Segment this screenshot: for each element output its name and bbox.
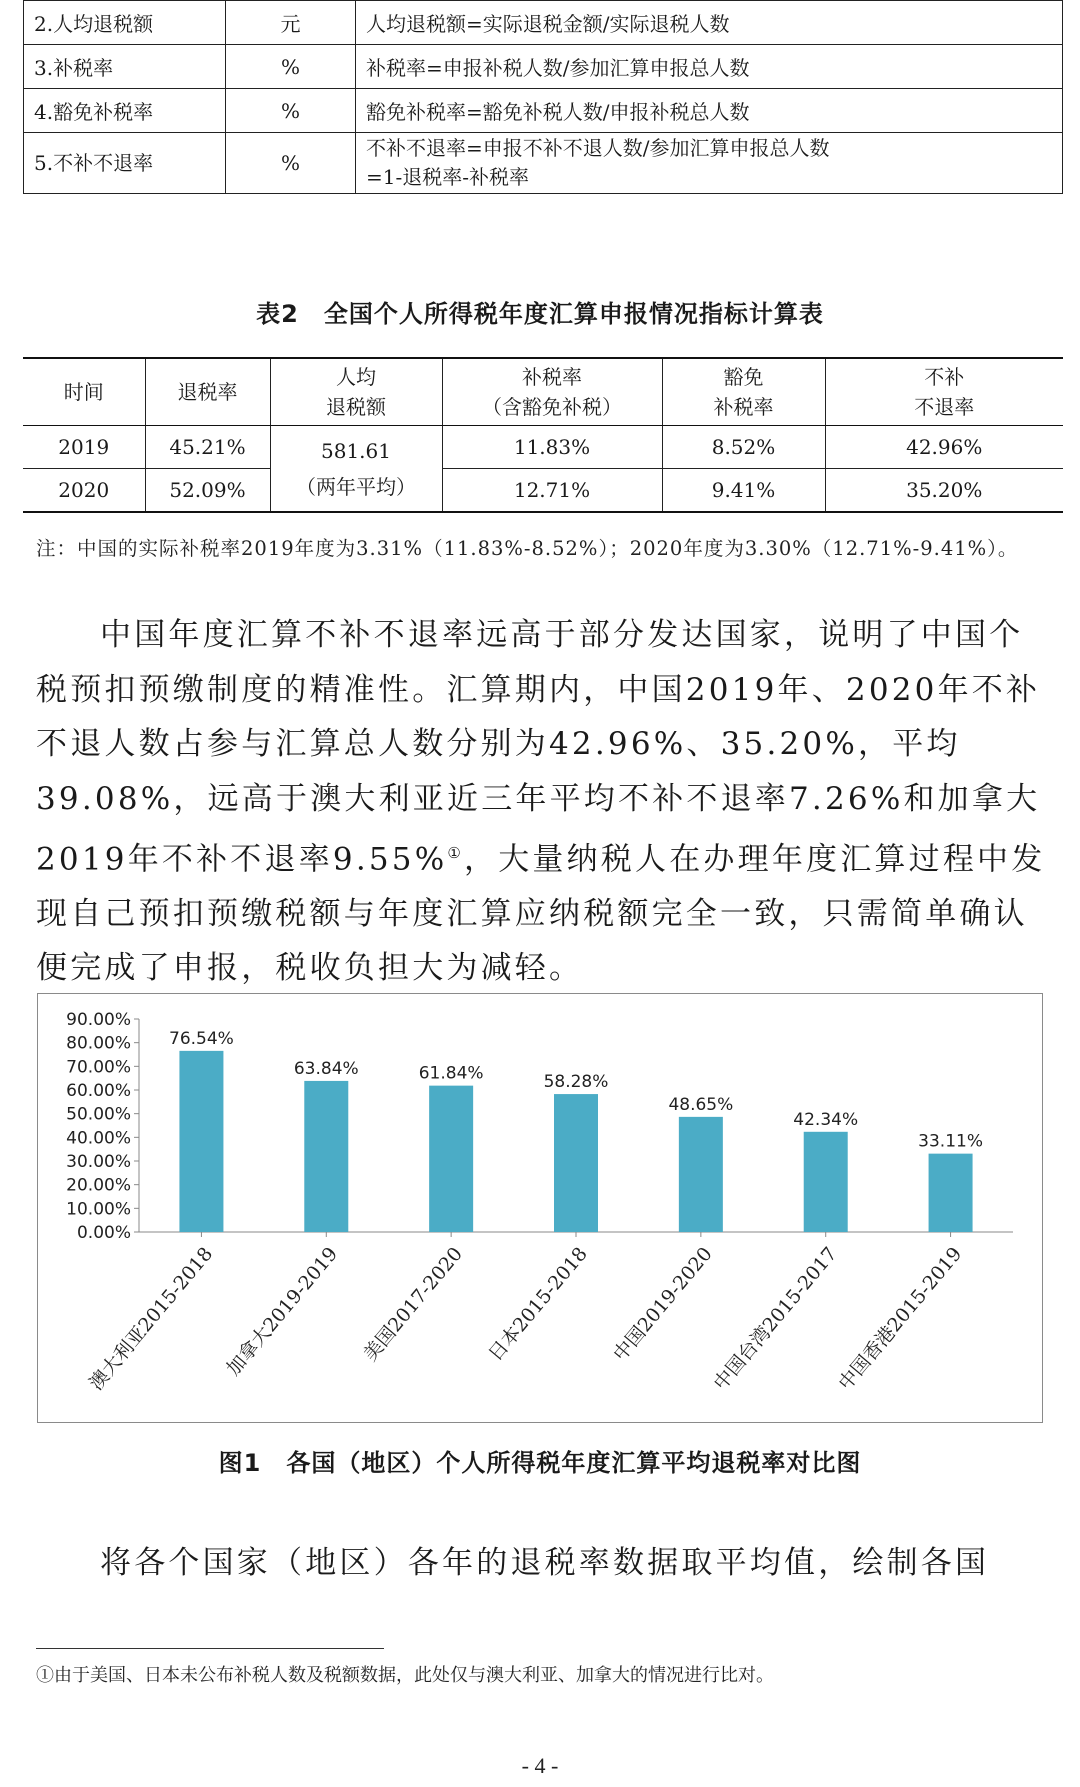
avg-refund-note: （两年平均）	[296, 474, 416, 499]
indicator-formula: 补税率=申报补税人数/参加汇算申报总人数	[356, 45, 1063, 89]
avg-refund-value: 581.61	[321, 438, 391, 463]
x-tick-label: 中国香港2015-2019	[834, 1243, 967, 1395]
x-tick-label: 澳大利亚2015-2018	[85, 1243, 218, 1395]
data-label: 42.34%	[793, 1109, 859, 1130]
bar	[179, 1051, 223, 1232]
body-paragraph	[36, 1536, 1051, 1591]
bar	[929, 1154, 973, 1232]
indicator-name: 3.补税率	[24, 45, 226, 89]
refund-rate-bar-chart	[38, 994, 1042, 1422]
avg-refund-cell	[270, 426, 442, 513]
table-row	[23, 469, 1063, 513]
y-tick-label: 80.00%	[66, 1033, 131, 1054]
page-number: - 4 -	[521, 1753, 559, 1778]
indicator-unit: 元	[226, 1, 356, 45]
x-tick-label: 中国台湾2015-2017	[709, 1243, 842, 1395]
table-row	[24, 45, 1063, 89]
chart-frame	[37, 993, 1043, 1423]
bar	[304, 1081, 348, 1232]
y-tick-label: 50.00%	[66, 1104, 131, 1125]
table-row	[24, 1, 1063, 45]
data-label: 48.65%	[668, 1094, 734, 1115]
indicator-unit: %	[226, 133, 356, 194]
refund-rate-cell: 52.09%	[145, 469, 270, 513]
indicator-name: 5.不补不退率	[24, 133, 226, 194]
exempt-rate-cell: 8.52%	[662, 426, 825, 469]
data-label: 76.54%	[169, 1028, 234, 1049]
tax-filing-indicator-table	[23, 357, 1063, 513]
table-row	[24, 133, 1063, 194]
table-note: 注：中国的实际补税率2019年度为3.31%（11.83%-8.52%）；2020年度为3.30%（12.71%-9.41%）。	[36, 537, 1019, 560]
bar	[679, 1117, 723, 1232]
table-row	[24, 89, 1063, 133]
year-cell: 2019	[23, 426, 145, 469]
y-tick-label: 20.00%	[66, 1175, 131, 1196]
x-tick-label: 美国2017-2020	[359, 1243, 467, 1366]
body-paragraph	[36, 608, 1051, 996]
indicator-name: 4.豁免补税率	[24, 89, 226, 133]
figure-caption: 图1 各国（地区）个人所得税年度汇算平均退税率对比图	[218, 1449, 862, 1477]
y-tick-label: 40.00%	[66, 1128, 131, 1149]
column-header: 退税率	[145, 358, 270, 426]
table-caption: 表2 全国个人所得税年度汇算申报情况指标计算表	[256, 300, 824, 328]
y-tick-label: 90.00%	[66, 1010, 131, 1030]
none-rate-cell: 42.96%	[825, 426, 1063, 469]
x-tick-label: 加拿大2019-2019	[222, 1243, 343, 1380]
supp-rate-cell: 11.83%	[442, 426, 662, 469]
supp-rate-cell: 12.71%	[442, 469, 662, 513]
indicator-formula: 人均退税额=实际退税金额/实际退税人数	[356, 1, 1063, 45]
data-label: 61.84%	[418, 1063, 484, 1084]
column-header: 补税率 （含豁免补税）	[442, 358, 662, 426]
column-header: 人均 退税额	[270, 358, 442, 426]
column-header: 时间	[23, 358, 145, 426]
exempt-rate-cell: 9.41%	[662, 469, 825, 513]
y-tick-label: 70.00%	[66, 1057, 131, 1078]
paragraph-text: ，大量纳税人在办理年度汇算过程中发现自己预扣预缴税额与年度汇算应纳税额完全一致，只需简单确认便完成了申报，税收负担大为减轻。	[36, 841, 1046, 987]
indicator-name: 2.人均退税额	[24, 1, 226, 45]
indicator-formula	[356, 133, 1063, 194]
x-tick-label: 中国2019-2020	[609, 1243, 717, 1366]
formula-line: =1-退税率-补税率	[366, 165, 529, 189]
column-header: 不补 不退率	[825, 358, 1063, 426]
y-tick-label: 30.00%	[66, 1152, 131, 1172]
column-header: 豁免 补税率	[662, 358, 825, 426]
indicator-unit: %	[226, 89, 356, 133]
indicator-formula: 豁免补税率=豁免补税人数/申报补税总人数	[356, 89, 1063, 133]
bar	[429, 1086, 473, 1232]
refund-rate-cell: 45.21%	[145, 426, 270, 469]
paragraph-text: 中国年度汇算不补不退率远高于部分发达国家，说明了中国个税预扣预缴制度的精准性。汇算期内，中国2019年、2020年不补不退人数占参与汇算总人数分别为42.96%、35.20%，平均39.08%，远高于澳大利亚近三年平均不补不退率7.26%和加拿大2019年不补不退率9.55%	[36, 617, 1041, 878]
y-tick-label: 10.00%	[66, 1199, 131, 1220]
paragraph-text: 将各个国家（地区）各年的退税率数据取平均值，绘制各国	[100, 1545, 990, 1581]
footnote-ref: ①	[447, 844, 465, 862]
data-label: 58.28%	[543, 1072, 609, 1093]
y-tick-label: 0.00%	[76, 1223, 131, 1243]
table-row	[23, 426, 1063, 469]
x-tick-label: 日本2015-2018	[484, 1243, 592, 1366]
data-label: 33.11%	[918, 1131, 983, 1152]
y-tick-label: 60.00%	[66, 1081, 131, 1101]
none-rate-cell: 35.20%	[825, 469, 1063, 513]
year-cell: 2020	[23, 469, 145, 513]
formula-line: 不补不退率=申报不补不退人数/参加汇算申报总人数	[366, 136, 830, 160]
footnote: ①由于美国、日本未公布补税人数及税额数据，此处仅与澳大利亚、加拿大的情况进行比对。	[36, 1665, 774, 1686]
bar	[804, 1132, 848, 1232]
bar	[554, 1094, 598, 1232]
table-header-row	[23, 358, 1063, 426]
indicator-definition-table	[23, 0, 1063, 194]
footnote-divider	[36, 1648, 384, 1649]
indicator-unit: %	[226, 45, 356, 89]
data-label: 63.84%	[293, 1058, 359, 1079]
